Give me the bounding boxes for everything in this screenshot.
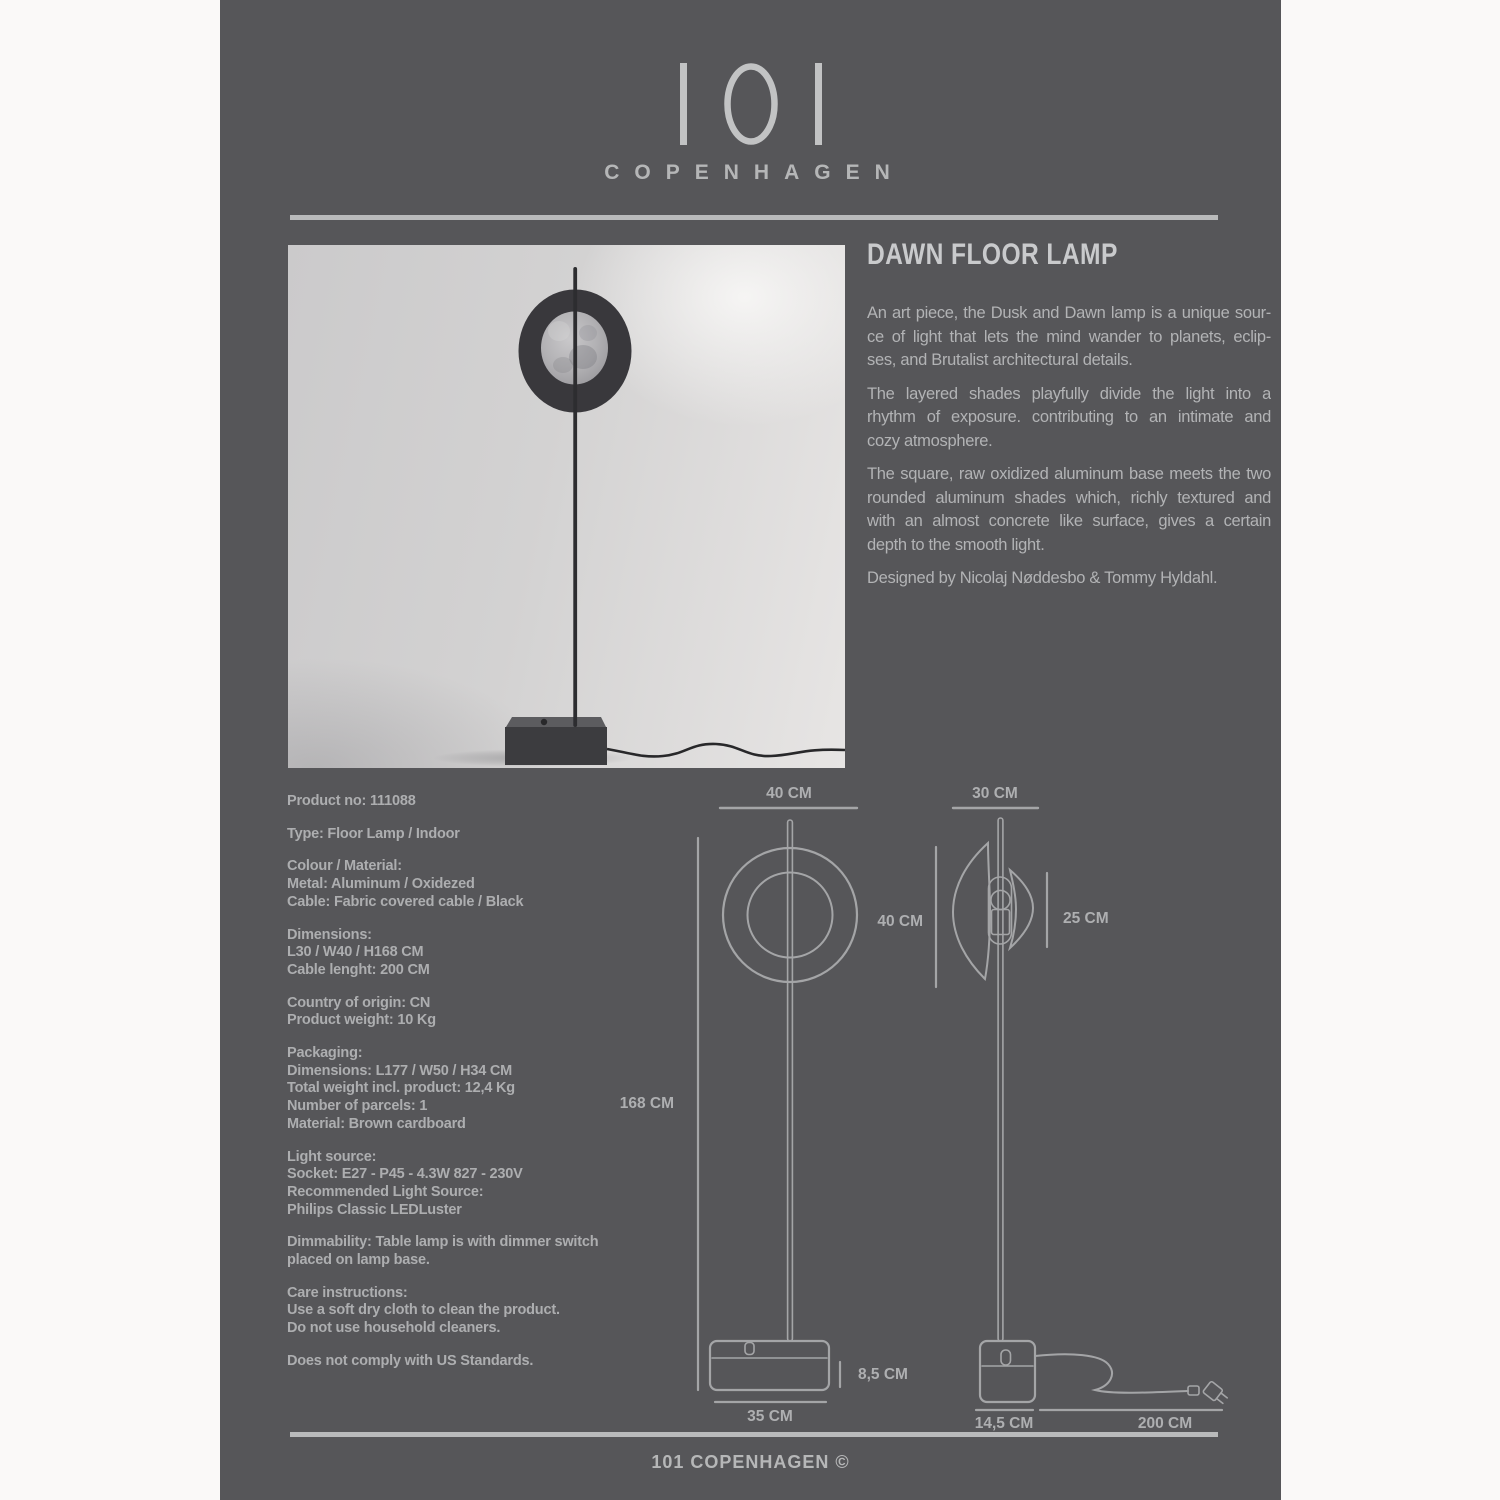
text-line: Country of origin: CN [287, 994, 431, 1011]
side-bulb [991, 890, 1010, 909]
front-base-width-label: 35 CM [747, 1408, 793, 1425]
side-cable [1035, 1354, 1188, 1392]
product-photo [288, 245, 845, 768]
side-shade-height-label: 25 CM [1063, 910, 1109, 927]
front-view-drawing [698, 808, 936, 1402]
lamp-base [505, 717, 607, 765]
text-line: cozy atmosphere. [867, 431, 993, 450]
front-base [710, 1341, 829, 1390]
text-line: L30 / W40 / H168 CM [287, 944, 424, 961]
side-socket [992, 910, 1010, 935]
front-top-width-label: 40 CM [766, 785, 812, 802]
technical-drawings [620, 780, 1240, 1460]
text-line: Product no: 111088 [287, 793, 416, 809]
text-line: Designed by Nicolaj Nøddesbo & Tommy Hyldahl. [867, 569, 1218, 587]
text-line: Use a soft dry cloth to clean the product. [287, 1302, 560, 1319]
product-description [867, 240, 1271, 601]
text-line: rhythm of exposure. contributing to an intimate and [867, 408, 1271, 426]
text-line: The layered shades playfully divide the light into a [867, 384, 1271, 403]
text-line: Recommended Light Source: [287, 1183, 484, 1200]
text-line: Product weight: 10 Kg [287, 1012, 436, 1029]
cable-length-label: 200 CM [1137, 1415, 1193, 1432]
side-base-width-label: 14,5 CM [974, 1415, 1034, 1432]
text-line: with an almost concrete like surface, gives a certain [867, 512, 1271, 530]
logo-wordmark: COPENHAGEN [604, 161, 905, 184]
logo-digit-0 [728, 67, 775, 142]
text-line: Cable lenght: 200 CM [287, 961, 430, 978]
side-large-shade [953, 843, 990, 979]
dimmer-knob [541, 719, 547, 725]
text-line: ce of light that lets the mind wander to planets, eclip- [867, 327, 1271, 346]
front-diameter-label: 40 CM [877, 913, 923, 930]
dark-panel [220, 0, 1281, 1500]
text-line: Type: Floor Lamp / Indoor [287, 825, 460, 842]
text-line: placed on lamp base. [287, 1252, 430, 1269]
text-line: ses, and Brutalist architectural details. [867, 351, 1133, 369]
side-stem [998, 818, 1003, 1341]
text-line: Total weight incl. product: 12,4 Kg [287, 1080, 515, 1097]
front-outer-shade [723, 848, 857, 982]
description-paragraphs [867, 302, 1271, 591]
power-cable [607, 744, 845, 757]
text-line: Do not use household cleaners. [287, 1320, 501, 1337]
dimension-labels [620, 785, 1192, 1432]
text-line: Dimensions: L177 / W50 / H34 CM [287, 1062, 513, 1079]
side-view-drawing [953, 808, 1229, 1410]
front-height-label: 168 CM [620, 1095, 674, 1112]
text-line: Socket: E27 - P45 - 4.3W 827 - 230V [287, 1166, 523, 1183]
text-line: Cable: Fabric covered cable / Black [287, 893, 524, 910]
plug-icon [1188, 1381, 1229, 1406]
text-group [867, 383, 1271, 454]
logo-101-icon [675, 62, 827, 146]
lamp-stem [573, 267, 577, 727]
text-line: Care instructions: [287, 1284, 408, 1301]
text-line: Number of parcels: 1 [287, 1098, 428, 1115]
footer-copyright: 101 COPENHAGEN © [651, 1452, 850, 1472]
text-group [867, 567, 1271, 591]
text-line: Does not comply with US Standards. [287, 1352, 534, 1369]
text-line: depth to the smooth light. [867, 535, 1045, 554]
text-line: An art piece, the Dusk and Dawn lamp is a unique sour- [867, 304, 1271, 322]
text-line: Metal: Aluminum / Oxidezed [287, 876, 475, 893]
side-base-switch [1001, 1350, 1011, 1365]
text-line: The square, raw oxidized aluminum base meets the two [867, 465, 1271, 483]
text-line: Colour / Material: [287, 858, 402, 875]
text-line: Material: Brown cardboard [287, 1115, 466, 1132]
bottom-divider [290, 1432, 1218, 1437]
text-line: Light source: [287, 1148, 377, 1165]
side-top-width-label: 30 CM [972, 785, 1018, 802]
front-base-height-label: 8,5 CM [858, 1366, 908, 1383]
text-line: Dimensions: [287, 926, 372, 943]
text-line: rounded aluminum shades which, richly textured and [867, 488, 1271, 507]
top-divider [290, 215, 1218, 220]
front-base-switch [745, 1343, 754, 1355]
text-group [867, 302, 1271, 373]
product-title: DAWN FLOOR LAMP [867, 238, 1118, 271]
text-group [867, 463, 1271, 557]
side-small-shade [1010, 870, 1033, 948]
text-line: Philips Classic LEDLuster [287, 1201, 462, 1218]
lamp-photo-illustration [288, 245, 845, 768]
front-stem [788, 820, 793, 1341]
text-line: Packaging: [287, 1045, 363, 1062]
front-inner-shade [748, 873, 833, 958]
text-line: Dimmability: Table lamp is with dimmer switch [287, 1234, 599, 1251]
